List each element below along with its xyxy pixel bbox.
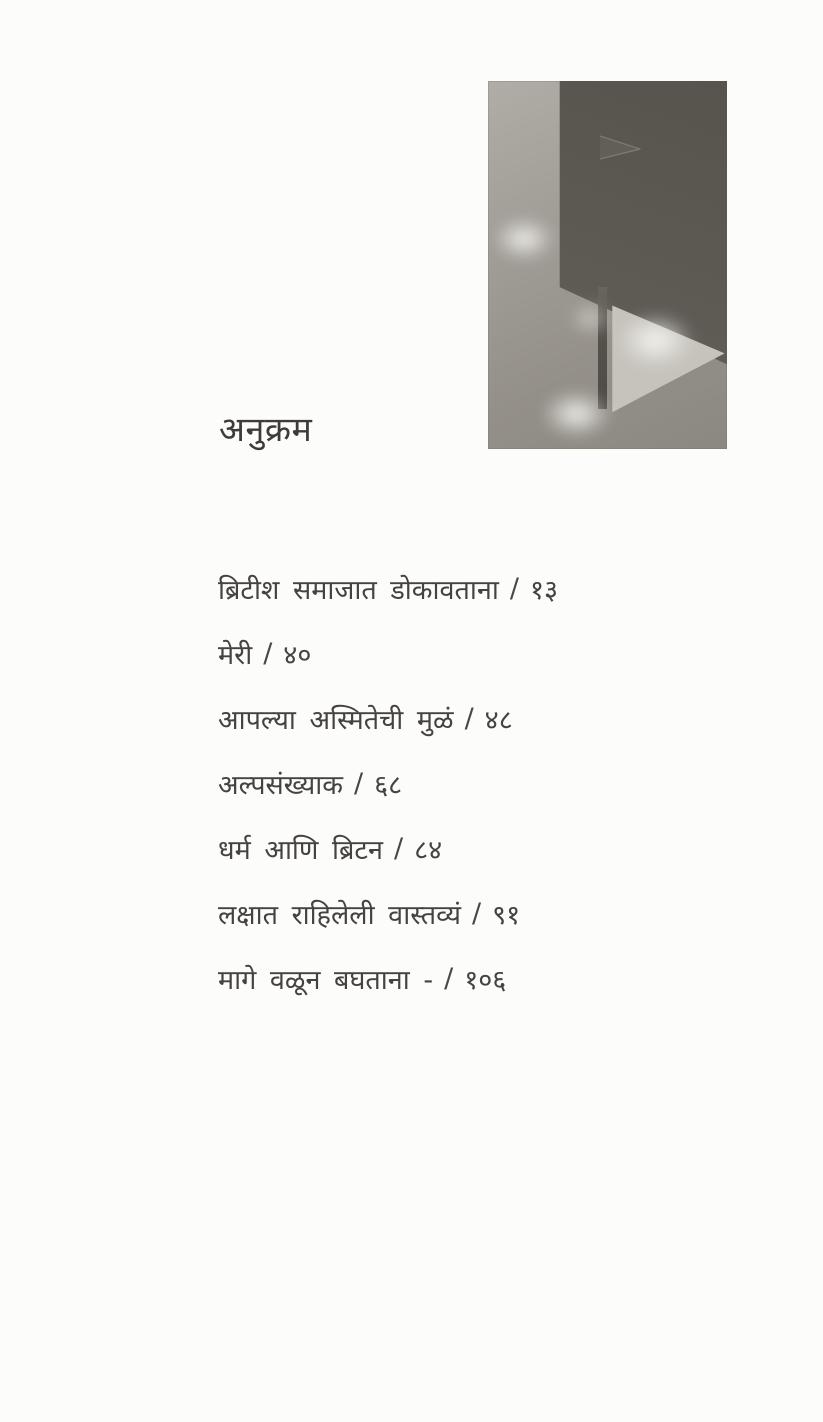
toc-entry-page-number: ४८: [484, 705, 513, 736]
toc-entry-separator: /: [471, 898, 482, 929]
toc-entry-page-number: ६८: [374, 770, 403, 801]
toc-entry-separator: /: [353, 768, 364, 799]
toc-entry-page-number: ८४: [414, 835, 443, 866]
toc-entry-separator: /: [263, 638, 273, 669]
cover-artwork: [488, 81, 727, 449]
highlight-blob: [493, 217, 555, 261]
toc-entry-separator: /: [394, 833, 404, 864]
toc-entry: [218, 946, 678, 1011]
contents-heading: अनुक्रम: [219, 410, 313, 450]
toc-entry-title: मागे वळून बघताना -: [218, 965, 434, 996]
toc-entry-page-number: ४०: [283, 640, 312, 671]
toc-entry-separator: /: [509, 573, 519, 604]
toc-entry-title: धर्म आणि ब्रिटन: [218, 835, 384, 866]
toc-entry-title: लक्षात राहिलेली वास्तव्यं: [218, 900, 461, 931]
toc-entry-title: ब्रिटीश समाजात डोकावताना: [218, 575, 499, 606]
toc-entry-separator: /: [444, 963, 454, 994]
toc-entry-title: आपल्या अस्मितेची मुळं: [218, 705, 454, 736]
toc-entry: [218, 816, 678, 881]
highlight-blob: [569, 302, 612, 335]
toc-entry-title: मेरी: [218, 640, 253, 671]
toc-entry: [218, 751, 678, 816]
toc-entry-page-number: १३: [530, 575, 559, 606]
highlight-blob: [617, 313, 693, 368]
contents-list: [218, 556, 678, 1011]
toc-entry-title: अल्पसंख्याक: [218, 770, 343, 801]
arrow-icon: [596, 129, 648, 165]
highlight-blob: [541, 390, 613, 438]
toc-entry-page-number: ९१: [492, 900, 521, 931]
toc-entry-separator: /: [464, 703, 474, 734]
toc-entry: [218, 556, 678, 621]
toc-entry-page-number: १०६: [464, 965, 507, 996]
toc-entry: [218, 686, 678, 751]
toc-entry: [218, 621, 678, 686]
toc-entry: [218, 881, 678, 946]
